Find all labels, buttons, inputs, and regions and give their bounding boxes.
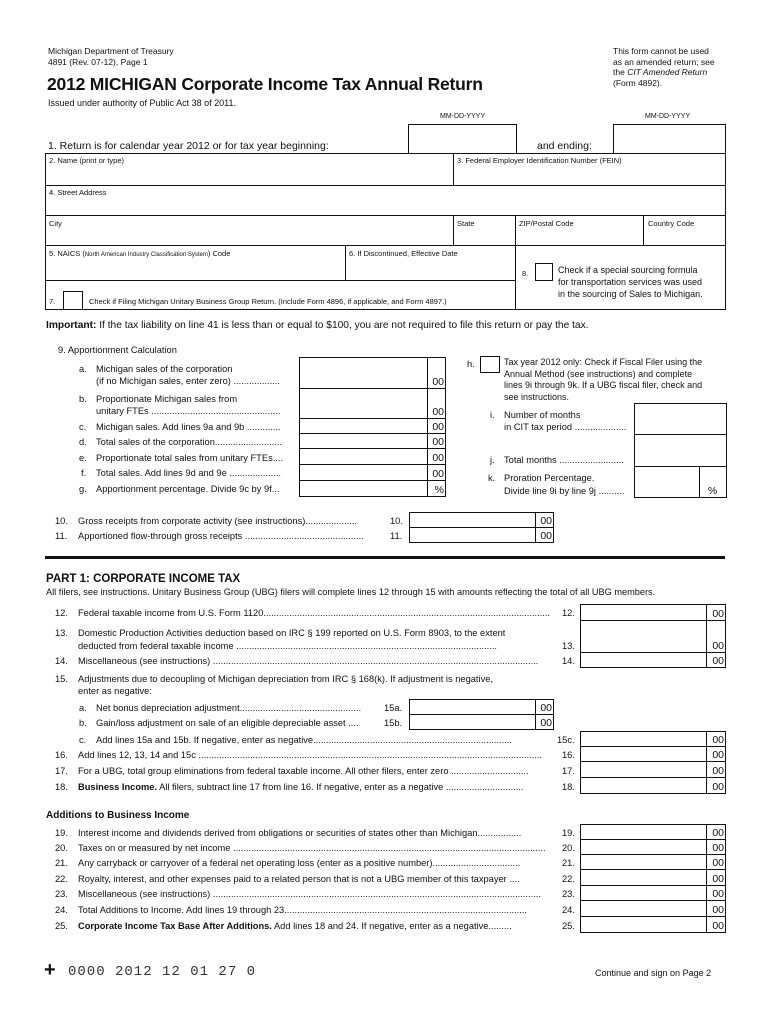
line12-cents: 00 [706, 604, 726, 621]
line9a-cents: 00 [427, 357, 446, 389]
line25-ref: 25. [562, 921, 575, 931]
line9f-text: Total sales. Add lines 9d and 9e .................... [96, 468, 282, 478]
line20-num: 20. [55, 843, 68, 853]
line15c-ref: 15c. [557, 735, 575, 745]
line16-ref: 16. [562, 750, 575, 760]
line9j-months-input[interactable] [634, 434, 727, 467]
line22-ref: 22. [562, 874, 575, 884]
notice-line: (Form 4892). [613, 77, 663, 88]
naics-field[interactable] [45, 245, 346, 281]
line11-text: Apportioned flow-through gross receipts .............................................. [78, 531, 364, 541]
line9f-amount-input[interactable] [299, 464, 428, 481]
state-field[interactable] [453, 215, 516, 246]
fein-field[interactable] [453, 153, 726, 186]
line11-amount-input[interactable] [409, 527, 536, 543]
line9f-cents: 00 [427, 464, 446, 481]
line15b-letter: b. [79, 718, 87, 728]
line9e-letter: e. [79, 453, 87, 463]
line9j-text: Total months ......................... [504, 455, 624, 465]
ubg-return-checkbox[interactable] [63, 291, 83, 310]
line9a-text: Michigan sales of the corporation [96, 364, 233, 374]
line9i-text: Number of months [504, 410, 581, 420]
part1-title: PART 1: CORPORATE INCOME TAX [46, 573, 241, 585]
state-label: State [457, 219, 475, 228]
line9b-amount-input[interactable] [299, 388, 428, 419]
line23-ref: 23. [562, 889, 575, 899]
amended-notice [613, 46, 715, 88]
continue-note: Continue and sign on Page 2 [595, 968, 712, 978]
line19-text: Interest income and dividends derived from obligations or securities of states other than Michigan................. [78, 828, 522, 838]
line8-num: 8. [522, 269, 529, 278]
line8-box [515, 245, 726, 310]
fein-label: 3. Federal Employer Identification Number (FEIN) [457, 156, 622, 165]
line10-amount-input[interactable] [409, 512, 536, 528]
tax-year-end-box[interactable] [613, 124, 726, 154]
date-format-begin: MM-DD-YYYY [440, 113, 486, 120]
street-label: 4. Street Address [49, 188, 107, 197]
line9d-text: Total sales of the corporation.......................... [96, 437, 283, 447]
agency-name: Michigan Department of Treasury [48, 46, 174, 56]
line13-cents: 00 [706, 620, 726, 653]
line7-num: 7. [49, 297, 56, 306]
line17-amount-input[interactable] [580, 761, 707, 778]
date-format-end: MM-DD-YYYY [645, 113, 691, 120]
line20-amount-input[interactable] [580, 839, 707, 855]
line9a-amount-input[interactable] [299, 357, 428, 389]
line24-amount-input[interactable] [580, 900, 707, 917]
zip-field[interactable] [515, 215, 644, 246]
line22-cents: 00 [706, 869, 726, 886]
line9b-text2: unitary FTEs .................................................. [96, 406, 281, 416]
line15b-text: Gain/loss adjustment on sale of an eligible depreciable asset .... [96, 718, 359, 728]
line9d-amount-input[interactable] [299, 433, 428, 449]
line21-num: 21. [55, 858, 68, 868]
line9b-cents: 00 [427, 388, 446, 419]
country-label: Country Code [648, 219, 695, 228]
line17-text: For a UBG, total group eliminations from federal taxable income. All other filers, enter zero .............................. [78, 766, 529, 776]
city-label: City [49, 219, 62, 228]
line9k-percent-sign: % [699, 466, 727, 498]
line9b-text: Proportionate Michigan sales from [96, 394, 238, 404]
line9g-text: Apportionment percentage. Divide 9c by 9f... [96, 484, 280, 494]
line18-ref: 18. [562, 782, 575, 792]
line15a-ref: 15a. [384, 703, 403, 713]
line9c-amount-input[interactable] [299, 418, 428, 434]
line9c-cents: 00 [427, 418, 446, 434]
line25-cents: 00 [706, 916, 726, 933]
form-id: 4891 (Rev. 07-12), Page 1 [48, 57, 148, 67]
ending-label: and ending: [537, 140, 592, 152]
line24-num: 24. [55, 905, 68, 915]
line9c-text: Michigan sales. Add lines 9a and 9b ............. [96, 422, 281, 432]
line23-amount-input[interactable] [580, 885, 707, 901]
line20-text: Taxes on or measured by net income ......................................................................................................................... [78, 843, 546, 853]
line15a-amount-input[interactable] [409, 699, 536, 715]
line9e-amount-input[interactable] [299, 448, 428, 465]
tax-year-begin-box[interactable] [408, 124, 517, 154]
country-code-field[interactable] [643, 215, 726, 246]
line9h-text: Tax year 2012 only: Check if Fiscal Filer using the Annual Method (see instructions) and complete lines 9i through 9k. If a UBG fiscal filer, check and see instructions. [504, 357, 703, 402]
line16-text: Add lines 12, 13, 14 and 15c ..................................................................................................................................... [78, 750, 542, 760]
line22-text: Royalty, interest, and other expenses paid to a related person that is not a UBG member of this taxpayer .... [78, 874, 520, 884]
transport-sourcing-checkbox[interactable] [535, 263, 553, 281]
line15a-cents: 00 [535, 699, 554, 715]
zip-label: ZIP/Postal Code [519, 219, 574, 228]
line13-text: Domestic Production Activities deduction based on IRC § 199 reported on U.S. Form 8903, to the extent [78, 628, 506, 638]
line11-num: 11. [55, 531, 68, 541]
tax-year-begin-input[interactable] [409, 125, 516, 153]
line21-cents: 00 [706, 854, 726, 870]
line18-cents: 00 [706, 777, 726, 794]
line11-cents: 00 [535, 527, 554, 543]
name-label: 2. Name (print or type) [49, 156, 125, 165]
line9k-letter: k. [488, 473, 496, 483]
line18-num: 18. [55, 782, 68, 792]
line20-cents: 00 [706, 839, 726, 855]
line9i-letter: i. [490, 410, 495, 420]
line16-num: 16. [55, 750, 68, 760]
line15a-text: Net bonus depreciation adjustment............................................... [96, 703, 362, 713]
line19-amount-input[interactable] [580, 824, 707, 840]
line12-text: Federal taxable income from U.S. Form 1120............................................................................................................... [78, 608, 550, 618]
line24-cents: 00 [706, 900, 726, 917]
line9e-text: Proportionate total sales from unitary FTEs.... [96, 453, 284, 463]
line14-ref: 14. [562, 656, 575, 666]
line1-label: 1. Return is for calendar year 2012 or for tax year beginning: [48, 140, 329, 152]
line23-cents: 00 [706, 885, 726, 901]
line14-num: 14. [55, 656, 68, 666]
line15c-text: Add lines 15a and 15b. If negative, enter as negative............................................................................. [96, 735, 512, 745]
discontinued-label: 6. If Discontinued, Effective Date [349, 249, 458, 258]
line7-row [45, 280, 516, 310]
street-address-field[interactable] [45, 185, 726, 216]
line14-cents: 00 [706, 652, 726, 668]
city-field[interactable] [45, 215, 454, 246]
line15b-cents: 00 [535, 714, 554, 730]
line10-text: Gross receipts from corporate activity (see instructions).................... [78, 516, 357, 526]
naics-label: 5. NAICS (North American Industry Classification System) Code [49, 249, 231, 258]
fiscal-filer-checkbox[interactable] [480, 356, 500, 373]
line16-cents: 00 [706, 746, 726, 762]
line9k-text: Proration Percentage. [504, 473, 595, 483]
tax-year-end-input[interactable] [614, 125, 725, 153]
line14-text: Miscellaneous (see instructions) .............................................................................................................................. [78, 656, 539, 666]
line18-text: Business Income. All filers, subtract line 17 from line 16. If negative, enter as a negative .............................. [78, 782, 524, 792]
line10-cents: 00 [535, 512, 554, 528]
line9h-letter: h. [467, 359, 475, 369]
line15b-amount-input[interactable] [409, 714, 536, 730]
line9c-letter: c. [79, 422, 87, 432]
additions-title: Additions to Business Income [46, 810, 190, 821]
notice-line: This form cannot be used [613, 46, 709, 56]
part1-intro: All filers, see instructions. Unitary Business Group (UBG) filers will complete lines 12 through 15 with amounts reflecting the total of all UBG members. [46, 587, 656, 597]
line15a-letter: a. [79, 703, 87, 713]
line9k-percent-input[interactable] [634, 466, 700, 498]
line9a-letter: a. [79, 364, 87, 374]
line8-text: Check if a special sourcing formula for transportation services was used in the sourcing of Sales to Michigan. [558, 265, 703, 299]
line19-cents: 00 [706, 824, 726, 840]
line13-text2: deducted from federal taxable income ..................................................................................................... [78, 641, 498, 651]
authority-text: Issued under authority of Public Act 38 of 2011. [48, 98, 236, 108]
line15c-cents: 00 [706, 731, 726, 747]
line9i-months-input[interactable] [634, 403, 727, 435]
line9g-percent-input[interactable] [299, 480, 428, 497]
line21-amount-input[interactable] [580, 854, 707, 870]
line15c-letter: c. [79, 735, 87, 745]
form-barcode-number: 0000 2012 12 01 27 0 [68, 964, 257, 980]
line25-num: 25. [55, 921, 68, 931]
line9d-cents: 00 [427, 433, 446, 449]
notice-line: the CIT Amended Return [613, 67, 708, 77]
line11-ref: 11. [390, 531, 403, 541]
important-notice: Important: If the tax liability on line 41 is less than or equal to $100, you are not required to file this return or pay the tax. [46, 320, 589, 331]
line9k-text2: Divide line 9i by line 9j .......... [504, 486, 625, 496]
apportionment-title: 9. Apportionment Calculation [58, 345, 177, 355]
line9i-text2: in CIT tax period .................... [504, 422, 627, 432]
line15c-amount-input[interactable] [580, 731, 707, 747]
line13-ref: 13. [562, 641, 575, 651]
name-field[interactable] [45, 153, 454, 186]
line9j-letter: j. [490, 455, 495, 465]
line23-num: 23. [55, 889, 68, 899]
line9f-letter: f. [81, 468, 87, 478]
line17-ref: 17. [562, 766, 575, 776]
line7-label: Check if Filing Michigan Unitary Business Group Return. (Include Form 4896, if applicable, and Form 4897.) [89, 297, 447, 306]
line9g-letter: g. [79, 484, 87, 494]
line23-text: Miscellaneous (see instructions) ............................................................................................................................... [78, 889, 541, 899]
line22-amount-input[interactable] [580, 869, 707, 886]
line9d-letter: d. [79, 437, 87, 447]
line22-num: 22. [55, 874, 68, 884]
line10-num: 10. [55, 516, 68, 526]
line9b-letter: b. [79, 394, 87, 404]
line15-text2: enter as negative: [78, 686, 152, 696]
plus-icon: + [44, 959, 56, 981]
line9e-cents: 00 [427, 448, 446, 465]
line15-num: 15. [55, 674, 68, 684]
line9a-text2: (if no Michigan sales, enter zero) .................. [96, 376, 280, 386]
line18-amount-input[interactable] [580, 777, 707, 794]
line15-text: Adjustments due to decoupling of Michigan depreciation from IRC § 168(k). If adjustment is negative, [78, 674, 493, 684]
line24-text: Total Additions to Income. Add lines 19 through 23.............................................................................................. [78, 905, 528, 915]
line24-ref: 24. [562, 905, 575, 915]
notice-line: as an amended return; see [613, 56, 715, 67]
line14-amount-input[interactable] [580, 652, 707, 668]
line15b-ref: 15b. [384, 718, 403, 728]
line25-amount-input[interactable] [580, 916, 707, 933]
line21-ref: 21. [562, 858, 575, 868]
line17-cents: 00 [706, 761, 726, 778]
line9g-percent-sign: % [427, 480, 446, 497]
line13-amount-input[interactable] [580, 620, 707, 653]
line13-num: 13. [55, 628, 68, 638]
line20-ref: 20. [562, 843, 575, 853]
line19-ref: 19. [562, 828, 575, 838]
line12-amount-input[interactable] [580, 604, 707, 621]
section-divider [45, 556, 725, 559]
line10-ref: 10. [390, 516, 403, 526]
line16-amount-input[interactable] [580, 746, 707, 762]
line19-num: 19. [55, 828, 68, 838]
discontinued-date-field[interactable] [345, 245, 516, 281]
line21-text: Any carryback or carryover of a federal net operating loss (enter as a positive number).................................. [78, 858, 521, 868]
line12-num: 12. [55, 608, 68, 618]
page-title: 2012 MICHIGAN Corporate Income Tax Annual Return [47, 74, 483, 94]
line17-num: 17. [55, 766, 68, 776]
line12-ref: 12. [562, 608, 575, 618]
amended-form-name: CIT Amended Return [627, 67, 708, 77]
line25-text: Corporate Income Tax Base After Additions. Add lines 18 and 24. If negative, enter as a negative......... [78, 921, 512, 931]
